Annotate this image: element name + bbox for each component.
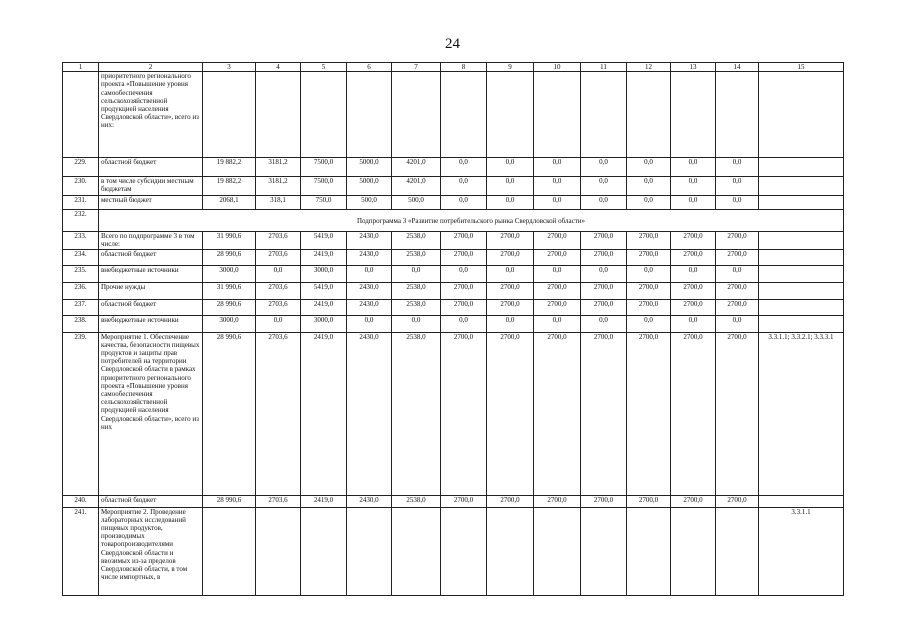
amount-cell: 0,0	[581, 177, 627, 196]
amount-cell: 4201,0	[392, 177, 441, 196]
amount-cell: 3000,0	[203, 315, 256, 332]
amount-cell: 2700,0	[441, 282, 487, 299]
amount-cell: 0,0	[716, 158, 759, 177]
amount-cell: 31 990,6	[203, 282, 256, 299]
amount-cell: 2700,0	[671, 299, 716, 315]
amount-cell: 0,0	[627, 177, 671, 196]
item-name-cell: внебюджетные источники	[99, 265, 203, 282]
amount-cell	[441, 72, 487, 158]
target-reference-cell	[759, 232, 844, 249]
amount-cell: 2703,6	[256, 299, 301, 315]
amount-cell	[534, 72, 581, 158]
amount-cell: 2700,0	[627, 282, 671, 299]
amount-cell: 2700,0	[581, 299, 627, 315]
column-header: 11	[581, 63, 627, 72]
amount-cell: 5000,0	[347, 177, 392, 196]
amount-cell: 2430,0	[347, 299, 392, 315]
row-number-cell: 232.	[63, 210, 99, 232]
amount-cell: 3000,0	[203, 265, 256, 282]
amount-cell	[347, 507, 392, 595]
table-body	[63, 72, 844, 595]
amount-cell: 2538,0	[392, 282, 441, 299]
target-reference-cell	[759, 315, 844, 332]
amount-cell: 2700,0	[627, 495, 671, 507]
amount-cell	[487, 507, 534, 595]
amount-cell	[441, 507, 487, 595]
amount-cell: 2700,0	[671, 495, 716, 507]
amount-cell	[301, 507, 347, 595]
amount-cell: 0,0	[487, 177, 534, 196]
amount-cell: 2703,6	[256, 282, 301, 299]
amount-cell: 2700,0	[716, 495, 759, 507]
table-row	[63, 265, 844, 282]
amount-cell: 2700,0	[627, 232, 671, 249]
amount-cell: 0,0	[627, 315, 671, 332]
amount-cell	[487, 72, 534, 158]
table-row	[63, 72, 844, 158]
amount-cell	[534, 507, 581, 595]
row-number-cell: 236.	[63, 282, 99, 299]
amount-cell: 0,0	[671, 196, 716, 210]
amount-cell: 2700,0	[716, 249, 759, 265]
row-number-cell: 235.	[63, 265, 99, 282]
amount-cell: 5419,0	[301, 232, 347, 249]
amount-cell: 0,0	[671, 265, 716, 282]
target-reference-cell: 3.3.1.1	[759, 507, 844, 595]
table-row	[63, 507, 844, 595]
amount-cell	[671, 72, 716, 158]
column-header: 13	[671, 63, 716, 72]
amount-cell: 0,0	[487, 196, 534, 210]
amount-cell: 2700,0	[716, 282, 759, 299]
amount-cell: 2538,0	[392, 232, 441, 249]
amount-cell: 2700,0	[534, 299, 581, 315]
subprogram-heading: Подпрограмма 3 «Развитие потребительского рынка Свердловской области»	[99, 210, 844, 232]
row-number-cell: 233.	[63, 232, 99, 249]
row-number-cell: 234.	[63, 249, 99, 265]
amount-cell: 0,0	[441, 196, 487, 210]
amount-cell: 0,0	[671, 315, 716, 332]
amount-cell: 0,0	[441, 265, 487, 282]
amount-cell: 2700,0	[441, 332, 487, 495]
row-number-cell	[63, 72, 99, 158]
amount-cell: 2700,0	[581, 232, 627, 249]
item-name-cell: Всего по подпрограмме 3 в том числе:	[99, 232, 203, 249]
amount-cell: 0,0	[716, 315, 759, 332]
table-row	[63, 196, 844, 210]
table-row	[63, 177, 844, 196]
amount-cell: 2538,0	[392, 249, 441, 265]
row-number-cell: 239.	[63, 332, 99, 495]
amount-cell: 2430,0	[347, 495, 392, 507]
item-name-cell: областной бюджет	[99, 249, 203, 265]
column-header: 7	[392, 63, 441, 72]
target-reference-cell	[759, 158, 844, 177]
amount-cell: 2700,0	[534, 495, 581, 507]
column-header: 14	[716, 63, 759, 72]
amount-cell: 2700,0	[441, 232, 487, 249]
amount-cell: 2700,0	[487, 299, 534, 315]
amount-cell: 0,0	[441, 158, 487, 177]
amount-cell: 2700,0	[487, 249, 534, 265]
amount-cell: 0,0	[581, 265, 627, 282]
amount-cell: 0,0	[534, 177, 581, 196]
amount-cell: 2538,0	[392, 332, 441, 495]
amount-cell	[256, 72, 301, 158]
amount-cell	[203, 72, 256, 158]
amount-cell	[392, 72, 441, 158]
amount-cell: 0,0	[534, 265, 581, 282]
item-name-cell: местный бюджет	[99, 196, 203, 210]
amount-cell: 0,0	[627, 158, 671, 177]
amount-cell: 2538,0	[392, 495, 441, 507]
amount-cell: 500,0	[347, 196, 392, 210]
amount-cell: 4201,0	[392, 158, 441, 177]
target-reference-cell	[759, 299, 844, 315]
table-row	[63, 299, 844, 315]
column-header: 4	[256, 63, 301, 72]
amount-cell: 2419,0	[301, 332, 347, 495]
amount-cell: 0,0	[716, 265, 759, 282]
amount-cell: 7500,0	[301, 177, 347, 196]
amount-cell	[627, 72, 671, 158]
amount-cell: 2700,0	[581, 249, 627, 265]
amount-cell	[581, 507, 627, 595]
amount-cell: 0,0	[256, 315, 301, 332]
amount-cell: 0,0	[581, 196, 627, 210]
column-header: 1	[63, 63, 99, 72]
amount-cell: 2700,0	[487, 232, 534, 249]
amount-cell: 0,0	[627, 265, 671, 282]
column-header: 9	[487, 63, 534, 72]
item-name-cell: областной бюджет	[99, 495, 203, 507]
amount-cell: 2700,0	[716, 232, 759, 249]
amount-cell: 2700,0	[581, 495, 627, 507]
column-header: 6	[347, 63, 392, 72]
amount-cell: 0,0	[441, 315, 487, 332]
amount-cell: 0,0	[256, 265, 301, 282]
amount-cell: 2419,0	[301, 495, 347, 507]
amount-cell: 2703,6	[256, 332, 301, 495]
header-row	[63, 63, 844, 72]
target-reference-cell	[759, 249, 844, 265]
target-reference-cell: 3.3.1.1; 3.3.2.1; 3.3.3.1	[759, 332, 844, 495]
table-row	[63, 232, 844, 249]
amount-cell: 2700,0	[581, 282, 627, 299]
amount-cell: 2700,0	[534, 332, 581, 495]
row-number-cell: 230.	[63, 177, 99, 196]
table-row	[63, 282, 844, 299]
target-reference-cell	[759, 265, 844, 282]
amount-cell: 28 990,6	[203, 299, 256, 315]
amount-cell: 3181,2	[256, 177, 301, 196]
row-number-cell: 240.	[63, 495, 99, 507]
column-header: 5	[301, 63, 347, 72]
amount-cell	[203, 507, 256, 595]
amount-cell: 2700,0	[671, 232, 716, 249]
row-number-cell: 241.	[63, 507, 99, 595]
amount-cell: 2068,1	[203, 196, 256, 210]
amount-cell: 2430,0	[347, 249, 392, 265]
amount-cell: 19 882,2	[203, 158, 256, 177]
column-header: 8	[441, 63, 487, 72]
amount-cell: 0,0	[441, 177, 487, 196]
amount-cell: 2700,0	[441, 249, 487, 265]
amount-cell: 7500,0	[301, 158, 347, 177]
amount-cell: 750,0	[301, 196, 347, 210]
amount-cell: 318,1	[256, 196, 301, 210]
amount-cell: 0,0	[347, 315, 392, 332]
column-header: 10	[534, 63, 581, 72]
amount-cell: 0,0	[534, 315, 581, 332]
item-name-cell: Мероприятие 2. Проведение лабораторных исследований пищевых продуктов, производимых товаропроизводителями Свердловской области и ввозимых из-за пределов Свердловской области, в том числе импортных, в	[99, 507, 203, 595]
column-header: 2	[99, 63, 203, 72]
amount-cell: 0,0	[347, 265, 392, 282]
amount-cell: 2700,0	[671, 332, 716, 495]
item-name-cell: в том числе субсидии местным бюджетам	[99, 177, 203, 196]
amount-cell: 3000,0	[301, 315, 347, 332]
amount-cell	[392, 507, 441, 595]
amount-cell: 2700,0	[487, 332, 534, 495]
amount-cell: 28 990,6	[203, 495, 256, 507]
amount-cell	[581, 72, 627, 158]
amount-cell: 0,0	[487, 265, 534, 282]
amount-cell	[301, 72, 347, 158]
amount-cell: 0,0	[487, 158, 534, 177]
amount-cell: 0,0	[716, 177, 759, 196]
row-number-cell: 229.	[63, 158, 99, 177]
amount-cell: 2419,0	[301, 249, 347, 265]
amount-cell: 2430,0	[347, 332, 392, 495]
row-number-cell: 238.	[63, 315, 99, 332]
amount-cell: 19 882,2	[203, 177, 256, 196]
row-number-cell: 231.	[63, 196, 99, 210]
amount-cell: 2700,0	[627, 299, 671, 315]
amount-cell: 2700,0	[487, 282, 534, 299]
amount-cell: 2703,6	[256, 495, 301, 507]
amount-cell: 0,0	[671, 177, 716, 196]
amount-cell: 2700,0	[534, 249, 581, 265]
amount-cell: 2430,0	[347, 232, 392, 249]
page-number: 24	[445, 36, 460, 52]
amount-cell: 0,0	[581, 158, 627, 177]
item-name-cell: внебюджетные источники	[99, 315, 203, 332]
amount-cell: 500,0	[392, 196, 441, 210]
amount-cell: 5419,0	[301, 282, 347, 299]
amount-cell	[716, 507, 759, 595]
item-name-cell: областной бюджет	[99, 299, 203, 315]
column-header: 15	[759, 63, 844, 72]
column-header: 12	[627, 63, 671, 72]
amount-cell	[256, 507, 301, 595]
amount-cell: 2700,0	[441, 299, 487, 315]
amount-cell	[716, 72, 759, 158]
amount-cell: 0,0	[534, 158, 581, 177]
amount-cell: 2700,0	[671, 282, 716, 299]
amount-cell: 2703,6	[256, 232, 301, 249]
amount-cell: 0,0	[392, 315, 441, 332]
amount-cell: 3181,2	[256, 158, 301, 177]
table-row	[63, 495, 844, 507]
item-name-cell: Прочие нужды	[99, 282, 203, 299]
row-number-cell: 237.	[63, 299, 99, 315]
target-reference-cell	[759, 282, 844, 299]
amount-cell: 2700,0	[671, 249, 716, 265]
amount-cell: 28 990,6	[203, 249, 256, 265]
table-row	[63, 158, 844, 177]
amount-cell: 0,0	[392, 265, 441, 282]
target-reference-cell	[759, 196, 844, 210]
table-row	[63, 249, 844, 265]
amount-cell: 2700,0	[627, 332, 671, 495]
amount-cell: 3000,0	[301, 265, 347, 282]
amount-cell: 2700,0	[716, 332, 759, 495]
amount-cell	[671, 507, 716, 595]
amount-cell: 0,0	[487, 315, 534, 332]
amount-cell: 2700,0	[534, 282, 581, 299]
amount-cell: 2700,0	[627, 249, 671, 265]
amount-cell: 5000,0	[347, 158, 392, 177]
amount-cell: 2419,0	[301, 299, 347, 315]
target-reference-cell	[759, 177, 844, 196]
item-name-cell: областной бюджет	[99, 158, 203, 177]
amount-cell: 0,0	[671, 158, 716, 177]
amount-cell: 2703,6	[256, 249, 301, 265]
amount-cell: 2700,0	[716, 299, 759, 315]
table-row	[63, 332, 844, 495]
amount-cell: 2700,0	[534, 232, 581, 249]
target-reference-cell	[759, 495, 844, 507]
column-header: 3	[203, 63, 256, 72]
table-row	[63, 210, 844, 232]
amount-cell	[347, 72, 392, 158]
amount-cell: 0,0	[627, 196, 671, 210]
item-name-cell: Мероприятие 1. Обеспечение качества, безопасности пищевых продуктов и защиты прав потребителей на территории Свердловской области в рамках приоритетного регионального проекта «Повышение уровня самообеспечения сельскохозяйственной продукцией населения Свердловской области», всего из них	[99, 332, 203, 495]
amount-cell	[627, 507, 671, 595]
budget-table	[62, 62, 844, 596]
amount-cell: 0,0	[581, 315, 627, 332]
amount-cell: 2700,0	[581, 332, 627, 495]
table-row	[63, 315, 844, 332]
amount-cell: 2430,0	[347, 282, 392, 299]
amount-cell: 28 990,6	[203, 332, 256, 495]
amount-cell: 2538,0	[392, 299, 441, 315]
amount-cell: 2700,0	[487, 495, 534, 507]
amount-cell: 31 990,6	[203, 232, 256, 249]
item-name-cell: приоритетного регионального проекта «Повышение уровня самообеспечения сельскохозяйственной продукцией населения Свердловской области», всего из них:	[99, 72, 203, 158]
amount-cell: 0,0	[716, 196, 759, 210]
amount-cell: 0,0	[534, 196, 581, 210]
target-reference-cell	[759, 72, 844, 158]
amount-cell: 2700,0	[441, 495, 487, 507]
